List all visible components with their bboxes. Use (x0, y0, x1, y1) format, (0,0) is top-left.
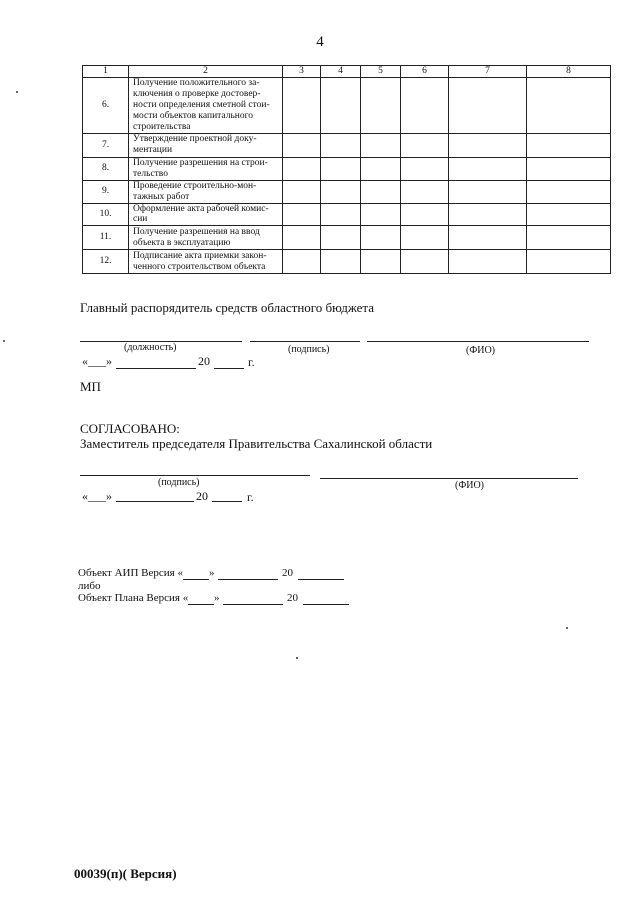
table-row (83, 250, 611, 274)
table-row (83, 77, 611, 133)
row-stage-name: Проведение строительно-мон-тажных работ (129, 180, 283, 203)
date-month-line (116, 368, 196, 369)
date-year-prefix: 20 (198, 354, 210, 368)
fio-line (320, 478, 578, 479)
document-code: 00039(п)( Версия) (74, 866, 177, 881)
signature-caption: (подпись) (288, 344, 330, 355)
row-number: 7. (83, 133, 129, 157)
fio-caption: (ФИО) (455, 480, 485, 491)
fio-line (367, 341, 589, 342)
date-year-line (214, 368, 244, 369)
aip-quote-close: » (209, 567, 215, 579)
date-year-line (212, 501, 242, 502)
scan-speck (296, 657, 298, 659)
header-cell: 2 (129, 66, 283, 78)
scan-speck (3, 340, 5, 342)
plan-day-line (188, 604, 214, 605)
header-cell: 8 (527, 66, 611, 78)
plan-year-line (303, 604, 349, 605)
date-month-line (116, 501, 194, 502)
aip-year-line (298, 579, 344, 580)
aip-month-line (218, 579, 278, 580)
date-suffix: г. (248, 355, 255, 369)
or-text: либо (78, 580, 101, 592)
budget-manager-title: Главный распорядитель средств областного бюджета (80, 300, 375, 315)
date-suffix: г. (247, 490, 254, 504)
row-number: 9. (83, 180, 129, 203)
fio-caption: (ФИО) (466, 345, 496, 356)
table-header-row (83, 66, 611, 78)
stages-table (82, 65, 611, 274)
plan-year-prefix: 20 (287, 592, 298, 604)
scan-speck (16, 91, 18, 93)
row-number: 11. (83, 226, 129, 250)
table-row (83, 180, 611, 203)
row-stage-name: Получение разрешения на ввод объекта в эксплуатацию (129, 226, 283, 250)
header-cell: 4 (321, 66, 361, 78)
table-row (83, 203, 611, 226)
signature-caption: (подпись) (158, 477, 200, 488)
table-row (83, 133, 611, 157)
scan-speck (566, 627, 568, 629)
date-day: «___» (82, 489, 112, 503)
date-day: «___» (82, 354, 112, 368)
header-cell: 3 (283, 66, 321, 78)
header-cell: 1 (83, 66, 129, 78)
row-stage-name: Оформление акта рабочей комис-сии (129, 203, 283, 226)
position-caption: (должность) (124, 342, 177, 353)
deputy-title: Заместитель председателя Правительства Сахалинской области (80, 436, 433, 451)
header-cell: 6 (401, 66, 449, 78)
plan-version-label: Объект Плана Версия « (78, 592, 189, 604)
row-stage-name: Получение разрешения на строи-тельство (129, 157, 283, 180)
date-year-prefix: 20 (196, 489, 208, 503)
aip-year-prefix: 20 (282, 567, 293, 579)
row-stage-name: Подписание акта приемки закон-ченного строительством объекта (129, 250, 283, 274)
row-number: 6. (83, 77, 129, 133)
agreed-heading: СОГЛАСОВАНО: (80, 421, 180, 436)
aip-day-line (183, 579, 209, 580)
table-row (83, 226, 611, 250)
page-number: 4 (316, 34, 324, 50)
header-cell: 5 (361, 66, 401, 78)
stamp-place: МП (80, 379, 101, 394)
row-stage-name: Получение положительного за-ключения о проверке достовер-ности определения сметной стои-мости объектов капитального строительства (129, 77, 283, 133)
plan-month-line (223, 604, 283, 605)
signature-line (80, 475, 310, 476)
row-stage-name: Утверждение проектной доку-ментации (129, 133, 283, 157)
plan-quote-close: » (214, 592, 220, 604)
row-number: 10. (83, 203, 129, 226)
row-number: 8. (83, 157, 129, 180)
aip-version-label: Объект АИП Версия « (78, 567, 183, 579)
row-number: 12. (83, 250, 129, 274)
signature-line (250, 341, 360, 342)
table-row (83, 157, 611, 180)
header-cell: 7 (449, 66, 527, 78)
